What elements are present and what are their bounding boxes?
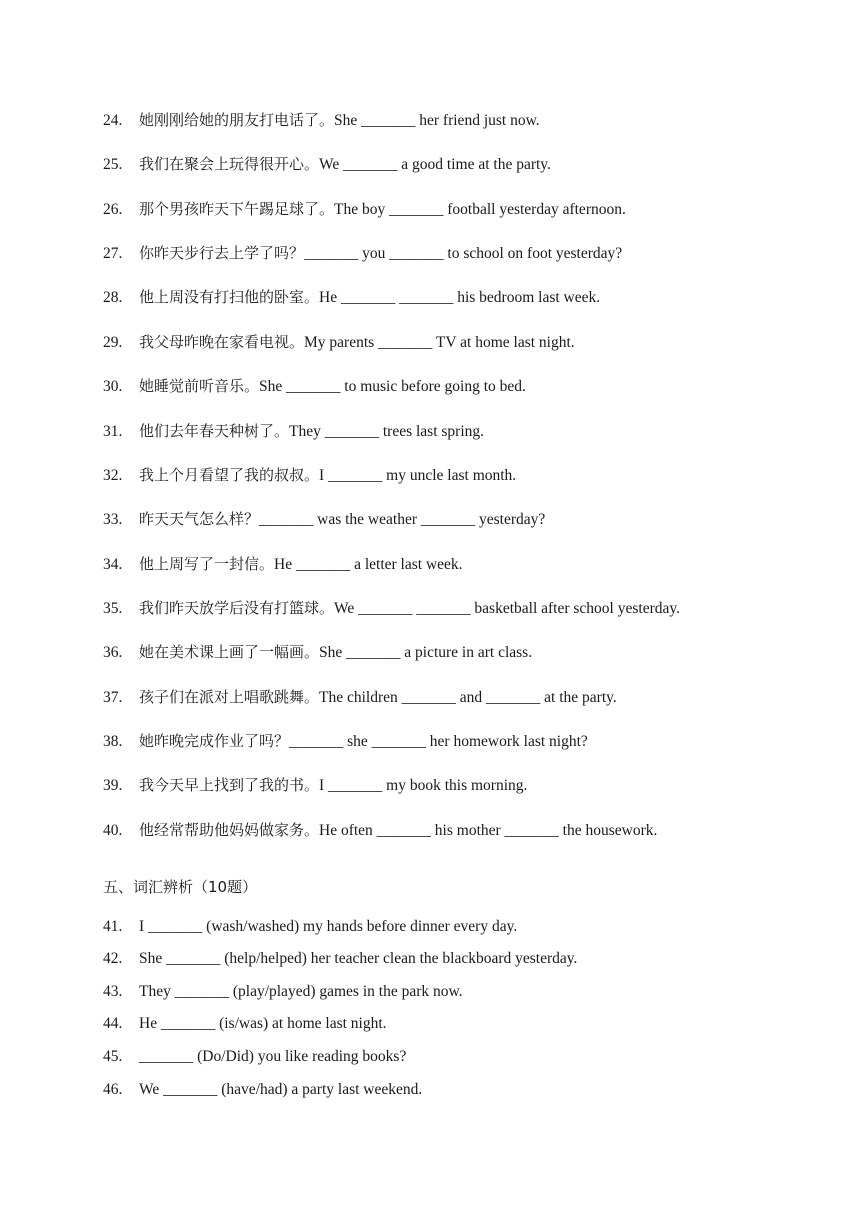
question-chinese: 他上周没有打扫他的卧室。 [139, 288, 320, 306]
question-number: 40. [103, 822, 123, 839]
question-number: 25. [103, 156, 123, 173]
question-chinese: 她睡觉前听音乐。 [139, 377, 260, 395]
question-number: 32. [103, 467, 123, 484]
question-43 [103, 982, 463, 1002]
question-english: He _______ a letter last week. [274, 556, 463, 573]
question-number: 41. [103, 918, 123, 935]
question-26 [103, 199, 626, 220]
question-25 [103, 154, 551, 175]
question-english: _______ she _______ her homework last night? [289, 733, 588, 750]
question-41 [103, 917, 517, 937]
question-number: 26. [103, 201, 123, 218]
question-chinese: 他们去年春天种树了。 [139, 422, 290, 440]
question-chinese: 他上周写了一封信。 [139, 555, 275, 573]
question-24 [103, 110, 540, 131]
question-english: He _______ _______ his bedroom last week. [319, 289, 601, 306]
question-chinese: 昨天天气怎么样？ [139, 510, 260, 528]
question-33 [103, 509, 545, 530]
question-english: We _______ (have/had) a party last weekend. [139, 1081, 423, 1098]
section-title: 五、词汇辨析（10题） [103, 878, 258, 896]
question-30 [103, 376, 526, 397]
question-english: They _______ (play/played) games in the park now. [139, 983, 463, 1000]
question-english: We _______ _______ basketball after school yesterday. [334, 600, 680, 617]
question-english: I _______ (wash/washed) my hands before dinner every day. [139, 918, 518, 935]
question-english: _______ (Do/Did) you like reading books? [139, 1048, 407, 1065]
question-number: 44. [103, 1015, 123, 1032]
question-number: 46. [103, 1081, 123, 1098]
question-number: 35. [103, 600, 123, 617]
question-chinese: 她昨晚完成作业了吗？ [139, 732, 290, 750]
question-english: I _______ my uncle last month. [319, 467, 517, 484]
question-number: 34. [103, 556, 123, 573]
question-chinese: 我们在聚会上玩得很开心。 [139, 155, 320, 173]
question-english: I _______ my book this morning. [319, 777, 528, 794]
question-english: He often _______ his mother _______ the housework. [319, 822, 658, 839]
question-english: They _______ trees last spring. [289, 423, 485, 440]
question-english: The children _______ and _______ at the party. [319, 689, 617, 706]
question-45 [103, 1047, 406, 1067]
question-chinese: 那个男孩昨天下午踢足球了。 [139, 200, 335, 218]
question-28 [103, 287, 600, 308]
question-chinese: 我们昨天放学后没有打篮球。 [139, 599, 335, 617]
question-number: 38. [103, 733, 123, 750]
question-40 [103, 820, 657, 841]
question-english: We _______ a good time at the party. [319, 156, 551, 173]
question-number: 45. [103, 1048, 123, 1065]
question-english: He _______ (is/was) at home last night. [139, 1015, 387, 1032]
question-37 [103, 687, 617, 708]
question-chinese: 我今天早上找到了我的书。 [139, 776, 320, 794]
question-number: 37. [103, 689, 123, 706]
question-number: 30. [103, 378, 123, 395]
question-number: 24. [103, 112, 123, 129]
question-32 [103, 465, 516, 486]
question-number: 39. [103, 777, 123, 794]
question-chinese: 孩子们在派对上唱歌跳舞。 [139, 688, 320, 706]
question-35 [103, 598, 680, 619]
question-number: 43. [103, 983, 123, 1000]
question-number: 31. [103, 423, 123, 440]
question-chinese: 我上个月看望了我的叔叔。 [139, 466, 320, 484]
question-38 [103, 731, 588, 752]
question-number: 42. [103, 950, 123, 967]
question-english: My parents _______ TV at home last night. [304, 334, 575, 351]
question-27 [103, 243, 622, 264]
question-42 [103, 949, 577, 969]
question-39 [103, 775, 527, 796]
question-number: 33. [103, 511, 123, 528]
question-chinese: 他经常帮助他妈妈做家务。 [139, 821, 320, 839]
question-36 [103, 642, 532, 663]
question-chinese: 她刚刚给她的朋友打电话了。 [139, 111, 335, 129]
question-31 [103, 421, 484, 442]
question-46 [103, 1080, 422, 1100]
question-44 [103, 1014, 387, 1034]
question-number: 29. [103, 334, 123, 351]
question-number: 28. [103, 289, 123, 306]
question-chinese: 我父母昨晚在家看电视。 [139, 333, 305, 351]
question-34 [103, 554, 463, 575]
question-number: 36. [103, 644, 123, 661]
question-english: She _______ her friend just now. [334, 112, 540, 129]
question-chinese: 她在美术课上画了一幅画。 [139, 643, 320, 661]
question-english: She _______ a picture in art class. [319, 644, 533, 661]
question-number: 27. [103, 245, 123, 262]
question-29 [103, 332, 575, 353]
question-english: She _______ (help/helped) her teacher clean the blackboard yesterday. [139, 950, 578, 967]
question-english: The boy _______ football yesterday afternoon. [334, 201, 626, 218]
question-english: She _______ to music before going to bed. [259, 378, 526, 395]
question-english: _______ was the weather _______ yesterday? [259, 511, 546, 528]
question-chinese: 你昨天步行去上学了吗？ [139, 244, 305, 262]
question-english: _______ you _______ to school on foot yesterday? [304, 245, 623, 262]
